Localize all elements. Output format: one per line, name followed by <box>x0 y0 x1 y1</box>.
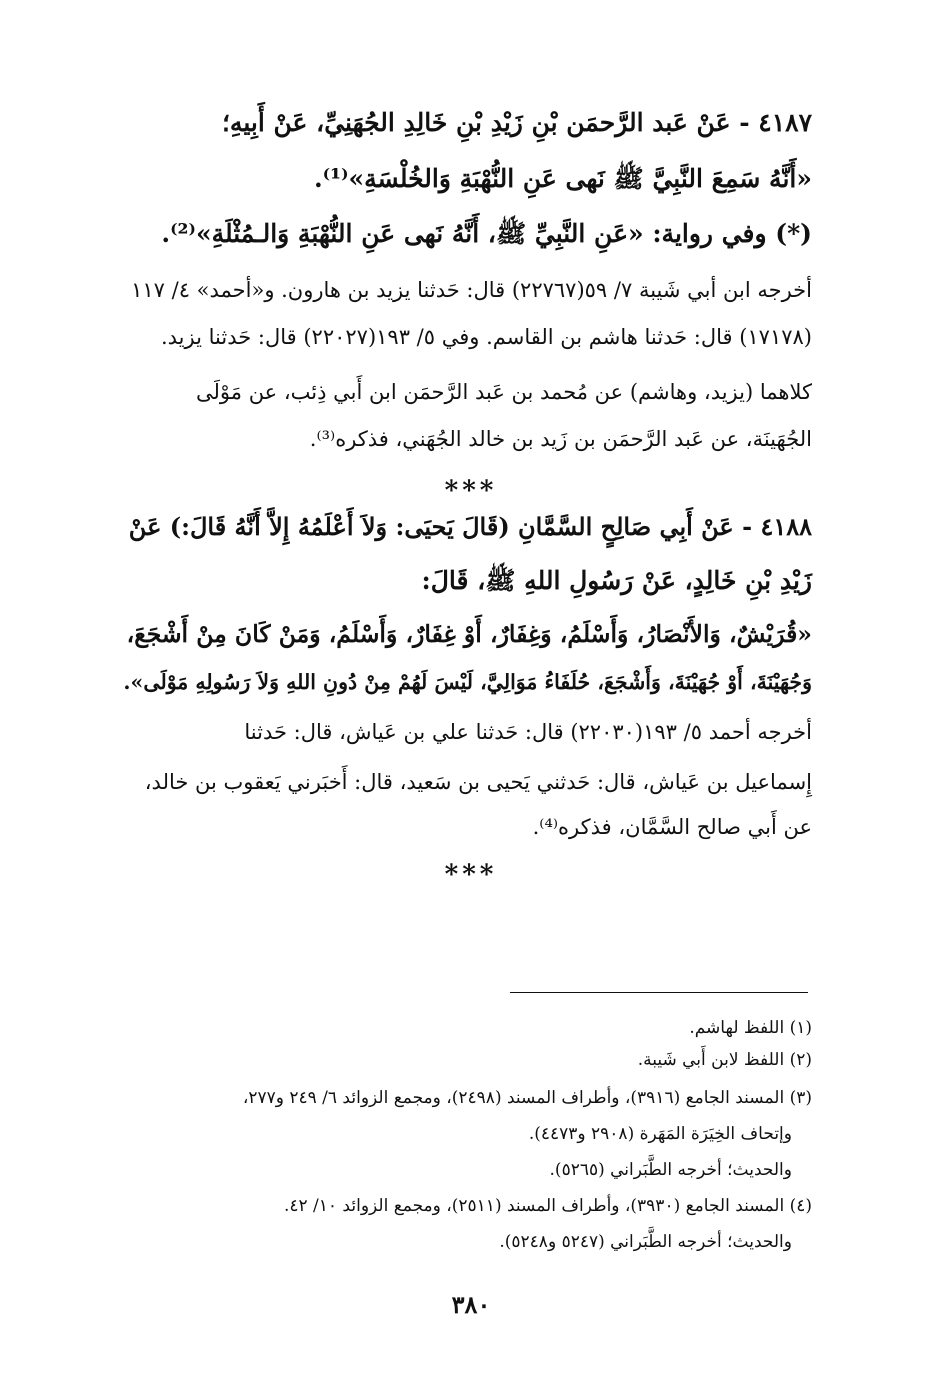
hadith-4187-variant: (*) وفي رواية: «عَنِ النَّبِيِّ ﷺ، أَنَّهُ نَهى عَنِ النُّهْبَةِ وَالـمُثْلَةِ»⁽²⁾. <box>161 219 812 248</box>
takhrij-4188-line-1: أخرجه أحمد ٥/ ١٩٣(٢٢٠٣٠) قال: حَدثنا علي بن عَياش، قال: حَدثنا <box>244 720 812 744</box>
hadith-4187-line-1: ٤١٨٧ - عَنْ عَبد الرَّحمَن بْنِ زَيْدِ بْنِ خَالِدِ الجُهَنِيِّ، عَنْ أَبِيهِ؛ <box>221 108 812 137</box>
takhrij-4187-line-1: أخرجه ابن أبي شَيبة ٧/ ٥٩(٢٢٧٦٧) قال: حَدثنا يزيد بن هارون. و«أحمد» ٤/ ١١٧ <box>131 278 812 302</box>
footnote-3-line-3: والحديث؛ أخرجه الطَّبَراني (٥٢٦٥). <box>549 1160 792 1180</box>
footnote-3-line-2: وإتحاف الخِيَرَة المَهَرة (٢٩٠٨ و٤٤٧٣). <box>528 1124 792 1144</box>
hadith-4188-line-1: ٤١٨٨ - عَنْ أَبِي صَالِحٍ السَّمَّانِ (قَالَ يَحيَى: وَلاَ أَعْلَمُهُ إِلاَّ أَنَّهُ قَالَ:) عَنْ <box>128 512 812 541</box>
takhrij-4188-line-2: إِسماعيل بن عَياش، قال: حَدثني يَحيى بن سَعيد، قال: أَخبَرني يَعقوب بن خالد، <box>144 770 812 794</box>
footnote-1: (١) اللفظ لهاشم. <box>689 1018 812 1038</box>
hadith-4188-line-2: زَيْدِ بْنِ خَالِدٍ، عَنْ رَسُولِ اللهِ ﷺ، قَالَ: <box>421 566 812 595</box>
footnote-3-line-1: (٣) المسند الجامع (٣٩١٦)، وأطراف المسند (٢٤٩٨)، ومجمع الزوائد ٦/ ٢٤٩ و٢٧٧، <box>242 1088 812 1108</box>
footnote-divider <box>510 992 808 993</box>
takhrij-4187-line-2: (١٧١٧٨) قال: حَدثنا هاشم بن القاسم. وفي ٥/ ١٩٣(٢٢٠٢٧) قال: حَدثنا يزيد. <box>160 325 812 349</box>
footnote-2: (٢) اللفظ لابن أَبي شَيبة. <box>637 1050 812 1070</box>
footnote-4-line-2: والحديث؛ أخرجه الطَّبَراني (٥٢٤٧ و٥٢٤٨). <box>499 1232 792 1252</box>
section-separator: *** <box>444 476 498 506</box>
takhrij-4187-line-3: كلاهما (يزيد، وهاشم) عن مُحمد بن عَبد الرَّحمَن ابن أَبي ذِئب، عن مَوْلَى <box>196 380 812 404</box>
takhrij-4188-line-3: عن أَبي صالح السَّمَّان، فذكره⁽⁴⁾. <box>532 815 812 839</box>
footnote-4-line-1: (٤) المسند الجامع (٣٩٣٠)، وأطراف المسند (٢٥١١)، ومجمع الزوائد ١٠/ ٤٢. <box>283 1196 812 1216</box>
hadith-4188-line-3: «قُرَيْشٌ، وَالأَنْصَارُ، وَأَسْلَمُ، وَغِفَارٌ، أَوْ غِفَارٌ، وَأَسْلَمُ، وَمَنْ كَانَ مِنْ أَشْجَعَ، <box>126 620 812 648</box>
page-number: ٣٨٠ <box>451 1290 491 1319</box>
hadith-4188-line-4: وَجُهَيْنَةَ، أَوْ جُهَيْنَةَ، وَأَشْجَعَ، حُلَفَاءُ مَوَالِيَّ، لَيْسَ لَهُمْ مِنْ دُونِ اللهِ وَلاَ رَسُولِهِ مَوْلَى». <box>123 670 812 694</box>
hadith-4187-line-2: «أَنَّهُ سَمِعَ النَّبِيَّ ﷺ نَهى عَنِ النُّهْبَةِ وَالخُلْسَةِ»⁽¹⁾. <box>313 164 812 193</box>
takhrij-4187-line-4: الجُهَينَة، عن عَبد الرَّحمَن بن زَيد بن خالد الجُهَني، فذكره⁽³⁾. <box>309 427 812 451</box>
section-separator: *** <box>444 860 498 890</box>
